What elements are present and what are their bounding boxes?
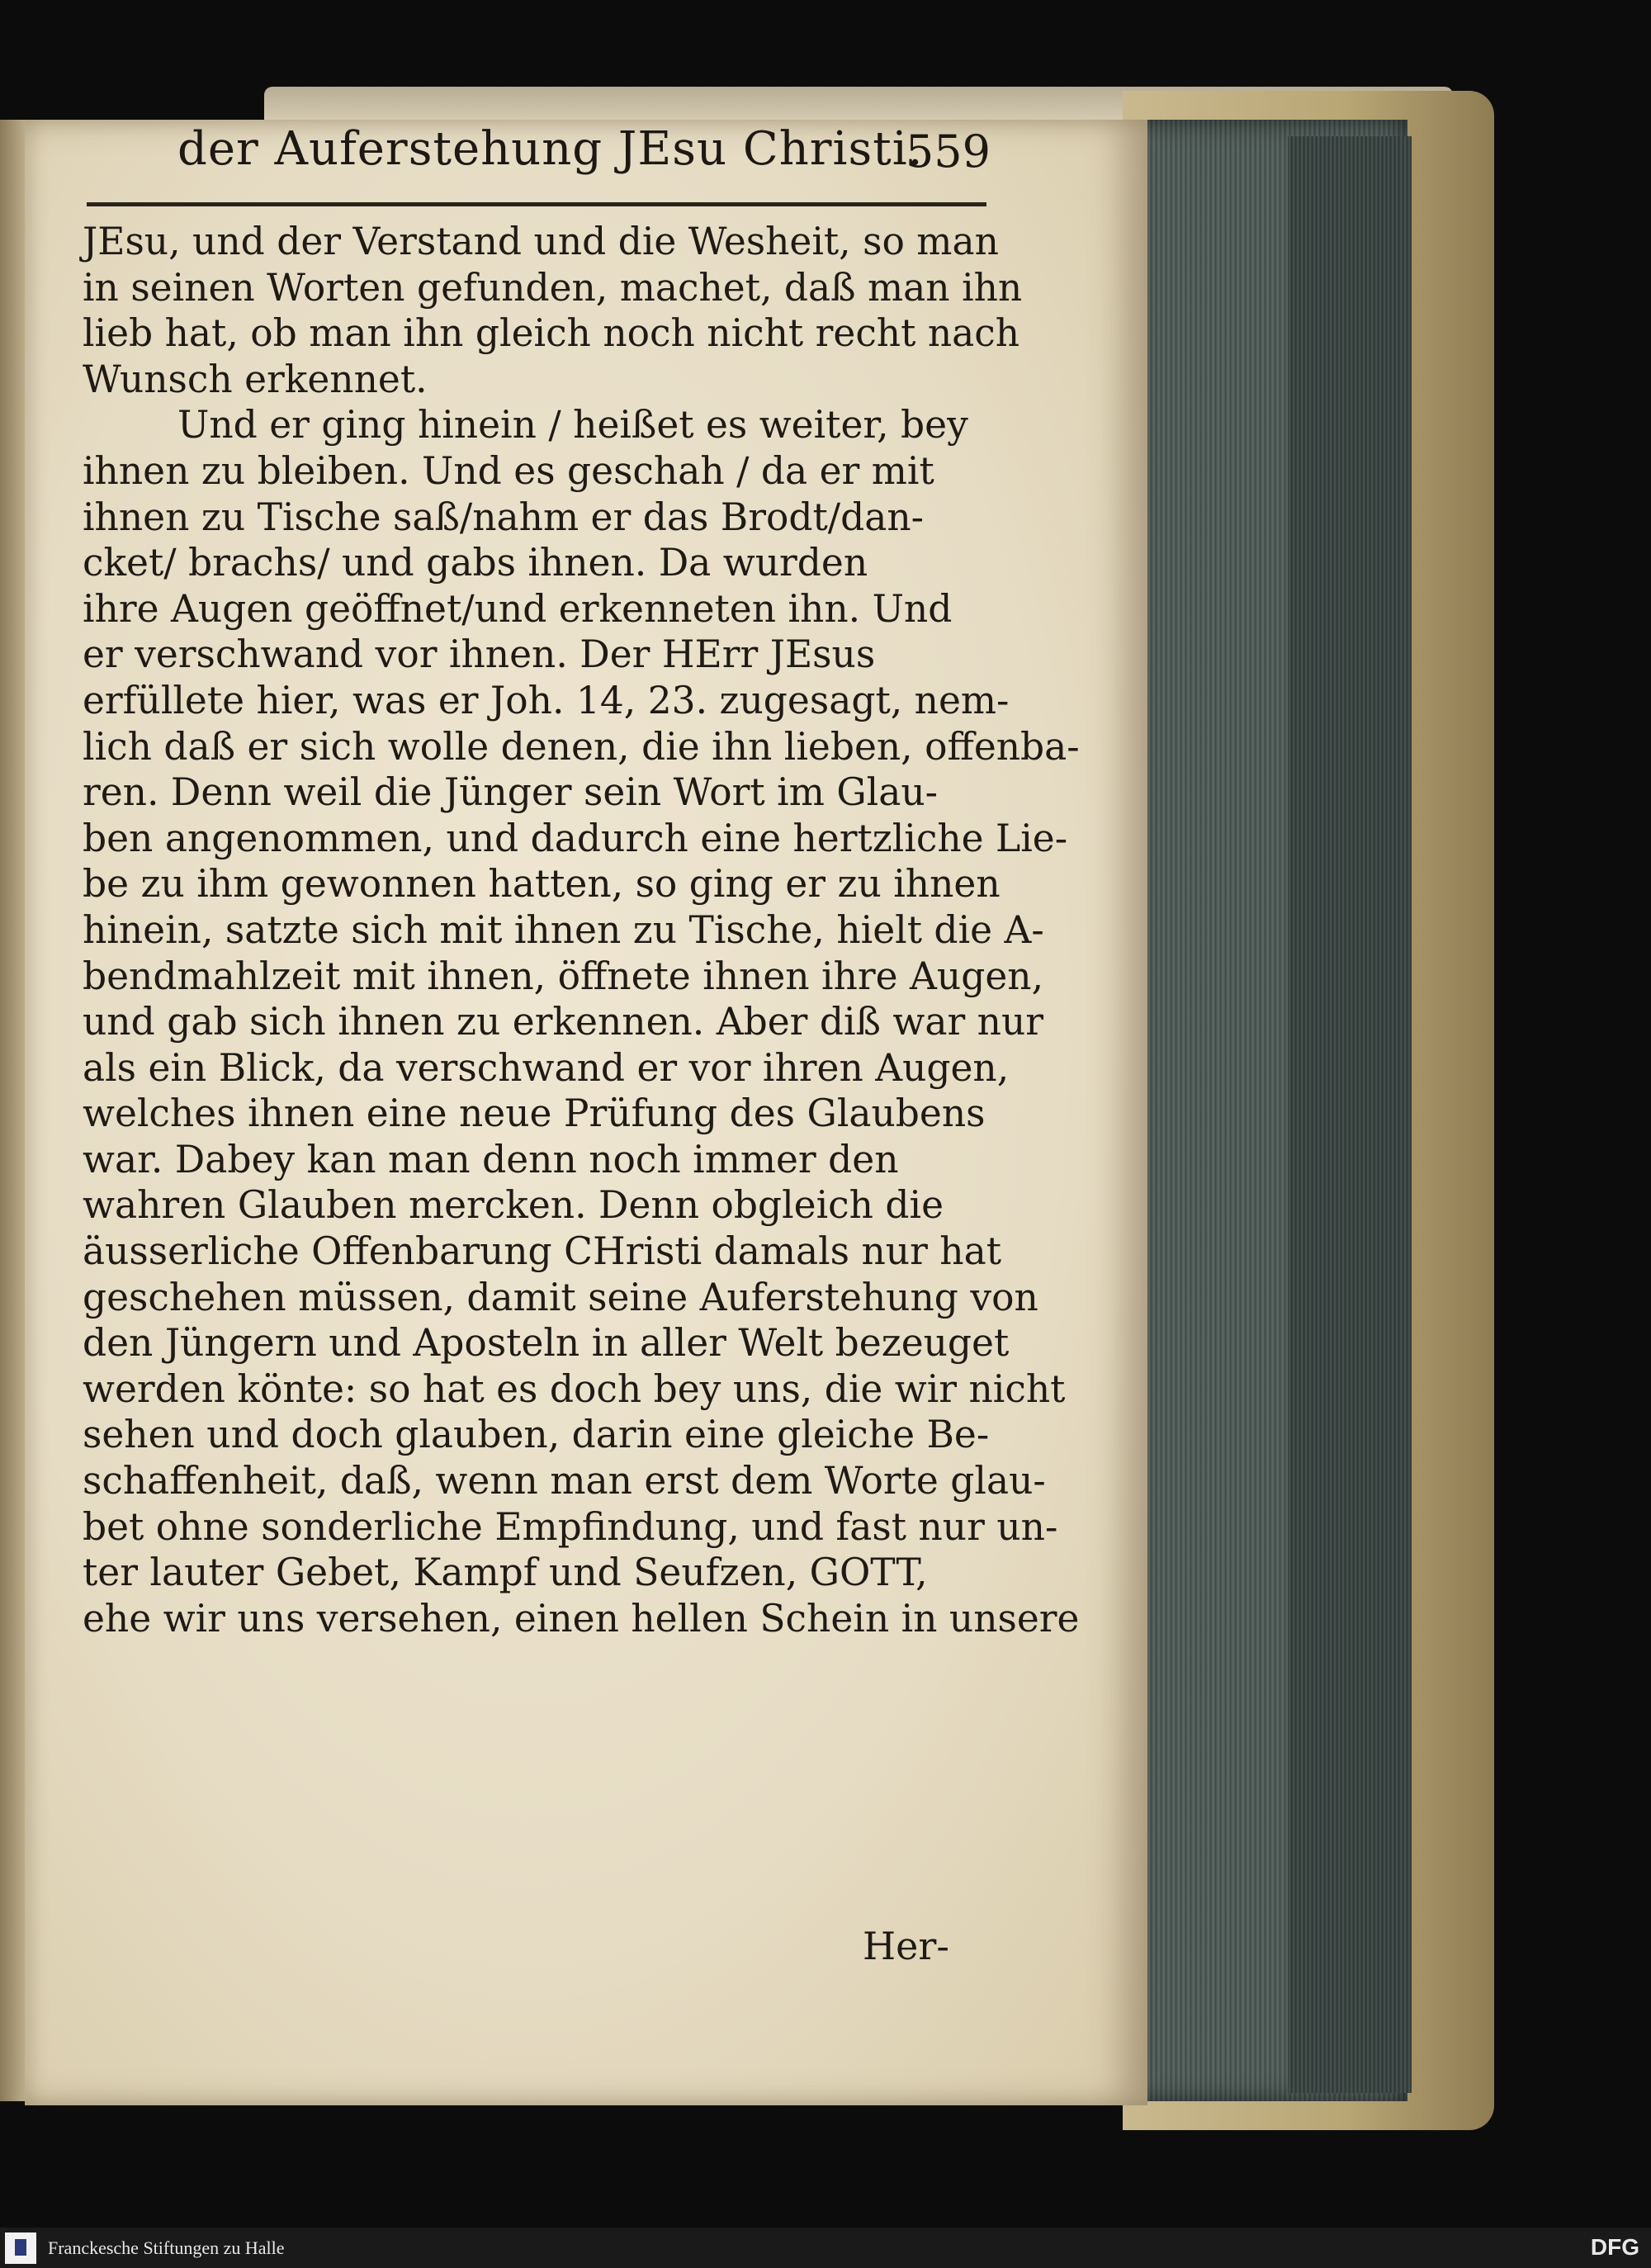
page-number: 559 (905, 125, 991, 178)
text-line: wahren Glauben mercken. Denn obgleich die (83, 1183, 944, 1228)
text-line: ihnen zu bleiben. Und es geschah / da er mit (83, 448, 934, 493)
institution-logo-icon (5, 2232, 36, 2264)
text-line: geschehen müssen, damit seine Auferstehung von (83, 1275, 1038, 1319)
text-line: hinein, satzte sich mit ihnen zu Tische, hielt die A- (83, 907, 1044, 952)
running-head: der Auferstehung JEsu Christi. (177, 122, 924, 176)
text-line: lieb hat, ob man ihn gleich noch nicht recht nach (83, 311, 1020, 356)
text-line: welches ihnen eine neue Prüfung des Glaubens (83, 1091, 986, 1136)
page-block-shadow (1288, 136, 1412, 2093)
text-line: be zu ihm gewonnen hatten, so ging er zu ihnen (83, 862, 1001, 907)
text-line: er verschwand vor ihnen. Der HErr JEsus (83, 632, 876, 677)
text-line: bet ohne sonderliche Empfindung, und fast nur un- (83, 1504, 1058, 1549)
text-line: erfüllete hier, was er Joh. 14, 23. zugesagt, nem- (83, 678, 1010, 722)
text-line: ihre Augen geöffnet/und erkenneten ihn. Und (83, 586, 953, 631)
page-header (91, 122, 991, 188)
text-line: sehen und doch glauben, darin eine gleiche Be- (83, 1413, 990, 1457)
text-line: Und er ging hinein / heißet es weiter, bey (177, 403, 968, 447)
text-line: als ein Blick, da verschwand er vor ihren Augen, (83, 1045, 1010, 1090)
text-line: ehe wir uns versehen, einen hellen Schein in unsere (83, 1596, 1080, 1641)
body-text (83, 219, 1080, 1641)
institution-name: Franckesche Stiftungen zu Halle (48, 2237, 285, 2258)
text-line: cket/ brachs/ und gabs ihnen. Da wurden (83, 541, 868, 585)
text-line: lich daß er sich wolle denen, die ihn lieben, offenba- (83, 724, 1080, 769)
text-line: ter lauter Gebet, Kampf und Seufzen, GOTT, (83, 1551, 928, 1595)
footer-bar (0, 2228, 1651, 2268)
catchword: Her- (863, 1924, 949, 1968)
dfg-logo: DFG (1590, 2234, 1639, 2260)
text-line: war. Dabey kan man denn noch immer den (83, 1137, 899, 1181)
header-rule (87, 202, 986, 206)
text-line: in seinen Worten gefunden, machet, daß man ihn (83, 265, 1023, 310)
text-line: äusserliche Offenbarung CHristi damals nur hat (83, 1229, 1002, 1274)
text-line: JEsu, und der Verstand und die Wesheit, so man (83, 220, 999, 263)
text-line: Wunsch erkennet. (83, 357, 428, 401)
text-line: und gab sich ihnen zu erkennen. Aber diß war nur (83, 1000, 1044, 1044)
text-line: werden könte: so hat es doch bey uns, die wir nicht (83, 1366, 1066, 1411)
text-line: schaffenheit, daß, wenn man erst dem Worte glau- (83, 1459, 1046, 1503)
text-line: den Jüngern und Aposteln in aller Welt bezeuget (83, 1321, 1010, 1366)
text-line: ben angenommen, und dadurch eine hertzliche Lie- (83, 816, 1068, 860)
text-line: ihnen zu Tische saß/nahm er das Brodt/dan- (83, 495, 925, 539)
text-line: ren. Denn weil die Jünger sein Wort im Glau- (83, 770, 939, 815)
text-line: bendmahlzeit mit ihnen, öffnete ihnen ihre Augen, (83, 954, 1044, 998)
